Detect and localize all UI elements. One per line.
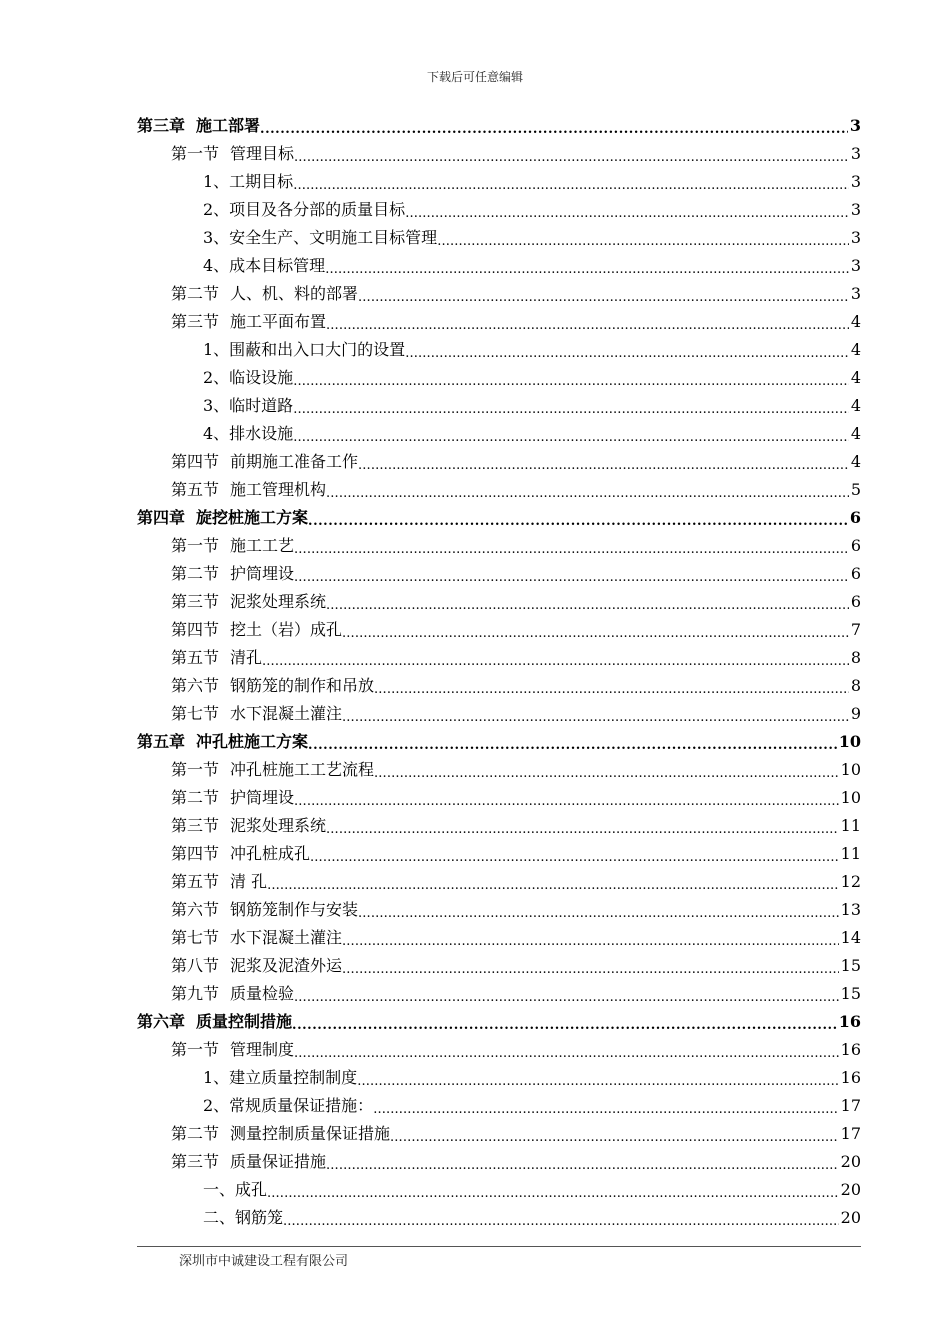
toc-entry-title: 旋挖桩施工方案 (196, 508, 309, 527)
toc-dot-leader (358, 448, 849, 476)
toc-chapter-entry[interactable] (137, 728, 861, 756)
toc-entry-title: 清 孔 (230, 872, 268, 891)
toc-section-entry[interactable] (137, 700, 861, 728)
toc-page-number: 6 (850, 592, 861, 611)
toc-page-number: 13 (840, 900, 861, 919)
toc-section-entry[interactable] (137, 784, 861, 812)
toc-entry-label (171, 756, 374, 784)
toc-entry-number: 第五节 (171, 872, 220, 891)
toc-page-number: 6 (850, 564, 861, 583)
toc-subsection-entry[interactable] (137, 1176, 861, 1204)
toc-entry-number: 第三节 (171, 592, 220, 611)
toc-entry-label (203, 1176, 267, 1204)
toc-entry-label (171, 896, 358, 924)
toc-entry-label (203, 336, 405, 364)
page-header: 下载后可任意编辑 (426, 70, 523, 84)
toc-entry-number: 第一节 (171, 536, 220, 555)
toc-entry-label (203, 196, 405, 224)
toc-section-entry[interactable] (137, 840, 861, 868)
toc-subsection-entry[interactable] (137, 168, 861, 196)
toc-entry-number: 第七节 (171, 704, 220, 723)
toc-entry-label (171, 784, 294, 812)
toc-entry-title: 1、建立质量控制制度 (203, 1068, 358, 1087)
toc-entry-label (171, 1120, 390, 1148)
toc-entry-number: 第三节 (171, 816, 220, 835)
toc-dot-leader (374, 756, 839, 784)
toc-page-number: 20 (840, 1180, 861, 1199)
toc-entry-label (171, 532, 294, 560)
toc-section-entry[interactable] (137, 672, 861, 700)
toc-page-number: 6 (849, 508, 861, 527)
toc-section-entry[interactable] (137, 868, 861, 896)
toc-subsection-entry[interactable] (137, 1204, 861, 1232)
toc-page-number: 12 (840, 872, 861, 891)
toc-entry-title: 泥浆处理系统 (230, 592, 327, 611)
toc-entry-title: 测量控制质量保证措施 (230, 1124, 391, 1143)
toc-page-number: 15 (840, 956, 861, 975)
toc-page-number: 14 (840, 928, 861, 947)
toc-section-entry[interactable] (137, 924, 861, 952)
toc-page-number: 3 (850, 200, 861, 219)
toc-entry-number: 第二节 (171, 564, 220, 583)
toc-page-number: 3 (850, 256, 861, 275)
toc-dot-leader (342, 952, 839, 980)
page-footer: 深圳市中诚建设工程有限公司 (179, 1254, 349, 1269)
toc-page-number: 10 (840, 788, 861, 807)
toc-entry-number: 第一节 (171, 144, 220, 163)
toc-dot-leader (374, 672, 849, 700)
toc-section-entry[interactable] (137, 140, 861, 168)
toc-subsection-entry[interactable] (137, 196, 861, 224)
toc-entry-title: 1、工期目标 (203, 172, 294, 191)
toc-dot-leader (292, 1008, 837, 1036)
toc-dot-leader (326, 588, 849, 616)
toc-subsection-entry[interactable] (137, 252, 861, 280)
toc-dot-leader (326, 812, 839, 840)
toc-subsection-entry[interactable] (137, 224, 861, 252)
toc-entry-label (137, 728, 308, 756)
toc-dot-leader (260, 112, 848, 140)
toc-entry-title: 1、围蔽和出入口大门的设置 (203, 340, 406, 359)
toc-section-entry[interactable] (137, 812, 861, 840)
toc-entry-title: 2、项目及各分部的质量目标 (203, 200, 406, 219)
toc-page-number: 4 (850, 368, 861, 387)
toc-page-number: 4 (850, 452, 861, 471)
toc-entry-number: 第五节 (171, 648, 220, 667)
toc-page-number: 15 (840, 984, 861, 1003)
toc-dot-leader (308, 504, 848, 532)
toc-entry-title: 挖土（岩）成孔 (230, 620, 343, 639)
toc-page-number: 3 (850, 284, 861, 303)
toc-entry-label (171, 308, 326, 336)
toc-entry-label (171, 700, 342, 728)
toc-entry-title: 冲孔桩施工工艺流程 (230, 760, 375, 779)
toc-entry-label (137, 504, 308, 532)
toc-dot-leader (405, 336, 849, 364)
toc-entry-number: 第五章 (137, 732, 186, 751)
toc-chapter-entry[interactable] (137, 112, 861, 140)
toc-dot-leader (308, 728, 837, 756)
toc-section-entry[interactable] (137, 616, 861, 644)
toc-entry-title: 4、排水设施 (203, 424, 294, 443)
toc-dot-leader (294, 560, 849, 588)
toc-entry-label (171, 672, 374, 700)
toc-page-number: 3 (850, 144, 861, 163)
toc-dot-leader (342, 616, 849, 644)
toc-entry-number: 第三节 (171, 312, 220, 331)
toc-entry-title: 管理制度 (230, 1040, 295, 1059)
toc-entry-label (137, 112, 260, 140)
toc-entry-title: 质量检验 (230, 984, 295, 1003)
toc-section-entry[interactable] (137, 952, 861, 980)
toc-entry-label (203, 252, 325, 280)
toc-page-number: 20 (840, 1152, 861, 1171)
toc-page-number: 16 (840, 1040, 861, 1059)
toc-entry-title: 一、成孔 (203, 1180, 268, 1199)
toc-dot-leader (293, 420, 849, 448)
footer-divider (137, 1246, 861, 1247)
toc-entry-number: 第二节 (171, 284, 220, 303)
toc-entry-label (171, 616, 342, 644)
toc-subsection-entry[interactable] (137, 364, 861, 392)
toc-section-entry[interactable] (137, 1120, 861, 1148)
toc-page-number: 4 (850, 340, 861, 359)
toc-page-number: 5 (850, 480, 861, 499)
toc-entry-title: 质量保证措施 (230, 1152, 327, 1171)
toc-entry-label (203, 364, 293, 392)
toc-entry-title: 3、临时道路 (203, 396, 294, 415)
toc-page-number: 11 (840, 816, 861, 835)
toc-entry-title: 人、机、料的部署 (230, 284, 359, 303)
toc-dot-leader (283, 1204, 839, 1232)
toc-entry-title: 泥浆及泥渣外运 (230, 956, 343, 975)
toc-entry-label (171, 588, 326, 616)
toc-dot-leader (293, 392, 849, 420)
toc-dot-leader (262, 644, 849, 672)
toc-entry-number: 第四节 (171, 844, 220, 863)
toc-entry-number: 第一节 (171, 1040, 220, 1059)
toc-entry-title: 2、常规质量保证措施： (203, 1096, 374, 1115)
toc-entry-number: 第一节 (171, 760, 220, 779)
toc-dot-leader (405, 196, 849, 224)
toc-dot-leader (294, 1036, 839, 1064)
toc-section-entry[interactable] (137, 896, 861, 924)
toc-page-number: 8 (850, 648, 861, 667)
toc-section-entry[interactable] (137, 448, 861, 476)
toc-entry-label (171, 280, 358, 308)
toc-section-entry[interactable] (137, 1148, 861, 1176)
toc-dot-leader (293, 168, 849, 196)
toc-section-entry[interactable] (137, 644, 861, 672)
toc-dot-leader (342, 924, 839, 952)
toc-entry-label (203, 1064, 357, 1092)
toc-entry-number: 第六章 (137, 1012, 186, 1031)
toc-entry-title: 钢筋笼制作与安装 (230, 900, 359, 919)
toc-entry-label (203, 392, 293, 420)
toc-entry-number: 第二节 (171, 1124, 220, 1143)
toc-dot-leader (358, 896, 839, 924)
toc-entry-label (203, 1204, 283, 1232)
toc-chapter-entry[interactable] (137, 1008, 861, 1036)
toc-page-number: 10 (840, 760, 861, 779)
toc-entry-label (171, 476, 326, 504)
toc-dot-leader (357, 1064, 838, 1092)
toc-page-number: 4 (850, 312, 861, 331)
toc-section-entry[interactable] (137, 280, 861, 308)
toc-entry-title: 3、安全生产、文明施工目标管理 (203, 228, 438, 247)
toc-subsection-entry[interactable] (137, 1064, 861, 1092)
toc-entry-number: 第九节 (171, 984, 220, 1003)
toc-section-entry[interactable] (137, 980, 861, 1008)
table-of-contents (137, 112, 861, 1232)
toc-dot-leader (294, 532, 849, 560)
toc-dot-leader (373, 1092, 838, 1120)
toc-dot-leader (326, 308, 849, 336)
toc-entry-title: 护筒埋设 (230, 564, 295, 583)
toc-dot-leader (267, 868, 839, 896)
toc-entry-title: 施工平面布置 (230, 312, 327, 331)
toc-entry-label (171, 840, 310, 868)
toc-entry-title: 水下混凝土灌注 (230, 928, 343, 947)
toc-entry-label (171, 560, 294, 588)
toc-entry-number: 第三章 (137, 116, 186, 135)
toc-entry-label (203, 420, 293, 448)
toc-entry-label (137, 1008, 292, 1036)
toc-subsection-entry[interactable] (137, 392, 861, 420)
toc-page-number: 4 (850, 396, 861, 415)
toc-entry-number: 第八节 (171, 956, 220, 975)
toc-dot-leader (358, 280, 849, 308)
toc-page-number: 10 (838, 732, 861, 751)
toc-dot-leader (293, 364, 849, 392)
toc-entry-label (203, 224, 437, 252)
toc-entry-title: 水下混凝土灌注 (230, 704, 343, 723)
toc-dot-leader (310, 840, 839, 868)
toc-entry-title: 施工工艺 (230, 536, 295, 555)
toc-page-number: 9 (850, 704, 861, 723)
toc-section-entry[interactable] (137, 560, 861, 588)
toc-entry-label (171, 140, 294, 168)
toc-entry-title: 2、临设设施 (203, 368, 294, 387)
toc-entry-label (171, 812, 326, 840)
toc-entry-number: 第三节 (171, 1152, 220, 1171)
toc-section-entry[interactable] (137, 588, 861, 616)
toc-entry-label (171, 644, 262, 672)
toc-page-number: 3 (849, 116, 861, 135)
toc-entry-number: 第六节 (171, 676, 220, 695)
toc-dot-leader (267, 1176, 839, 1204)
toc-chapter-entry[interactable] (137, 504, 861, 532)
toc-entry-label (203, 168, 293, 196)
toc-page-number: 17 (840, 1096, 861, 1115)
toc-entry-label (171, 980, 294, 1008)
toc-entry-title: 前期施工准备工作 (230, 452, 359, 471)
toc-entry-title: 冲孔桩施工方案 (196, 732, 309, 751)
toc-dot-leader (326, 476, 849, 504)
toc-entry-number: 第七节 (171, 928, 220, 947)
toc-entry-label (171, 868, 267, 896)
toc-entry-number: 第四节 (171, 452, 220, 471)
toc-dot-leader (325, 252, 849, 280)
toc-entry-label (203, 1092, 373, 1120)
toc-entry-label (171, 1148, 326, 1176)
toc-entry-label (171, 952, 342, 980)
toc-entry-number: 第二节 (171, 788, 220, 807)
toc-entry-number: 第四节 (171, 620, 220, 639)
toc-entry-number: 第六节 (171, 900, 220, 919)
toc-entry-label (171, 448, 358, 476)
toc-dot-leader (294, 140, 849, 168)
toc-section-entry[interactable] (137, 756, 861, 784)
toc-entry-title: 4、成本目标管理 (203, 256, 326, 275)
toc-page-number: 17 (840, 1124, 861, 1143)
toc-entry-number: 第四章 (137, 508, 186, 527)
toc-entry-title: 施工管理机构 (230, 480, 327, 499)
toc-section-entry[interactable] (137, 476, 861, 504)
toc-subsection-entry[interactable] (137, 420, 861, 448)
toc-entry-title: 质量控制措施 (196, 1012, 293, 1031)
toc-page-number: 8 (850, 676, 861, 695)
toc-entry-title: 钢筋笼的制作和吊放 (230, 676, 375, 695)
toc-page-number: 20 (840, 1208, 861, 1227)
toc-page-number: 11 (840, 844, 861, 863)
toc-dot-leader (326, 1148, 839, 1176)
toc-page-number: 3 (850, 228, 861, 247)
toc-section-entry[interactable] (137, 1036, 861, 1064)
toc-subsection-entry[interactable] (137, 1092, 861, 1120)
toc-page-number: 6 (850, 536, 861, 555)
toc-section-entry[interactable] (137, 308, 861, 336)
toc-dot-leader (342, 700, 849, 728)
toc-dot-leader (294, 980, 839, 1008)
toc-subsection-entry[interactable] (137, 336, 861, 364)
toc-entry-number: 第五节 (171, 480, 220, 499)
toc-entry-title: 二、钢筋笼 (203, 1208, 284, 1227)
toc-dot-leader (294, 784, 839, 812)
toc-page-number: 4 (850, 424, 861, 443)
toc-entry-label (171, 924, 342, 952)
toc-dot-leader (390, 1120, 839, 1148)
toc-page-number: 3 (850, 172, 861, 191)
toc-dot-leader (437, 224, 849, 252)
toc-entry-title: 护筒埋设 (230, 788, 295, 807)
toc-entry-title: 泥浆处理系统 (230, 816, 327, 835)
toc-section-entry[interactable] (137, 532, 861, 560)
toc-entry-label (171, 1036, 294, 1064)
toc-entry-title: 管理目标 (230, 144, 295, 163)
toc-entry-title: 施工部署 (196, 116, 261, 135)
toc-page-number: 7 (850, 620, 861, 639)
toc-page-number: 16 (838, 1012, 861, 1031)
toc-entry-title: 清孔 (230, 648, 263, 667)
toc-entry-title: 冲孔桩成孔 (230, 844, 311, 863)
toc-page-number: 16 (840, 1068, 861, 1087)
